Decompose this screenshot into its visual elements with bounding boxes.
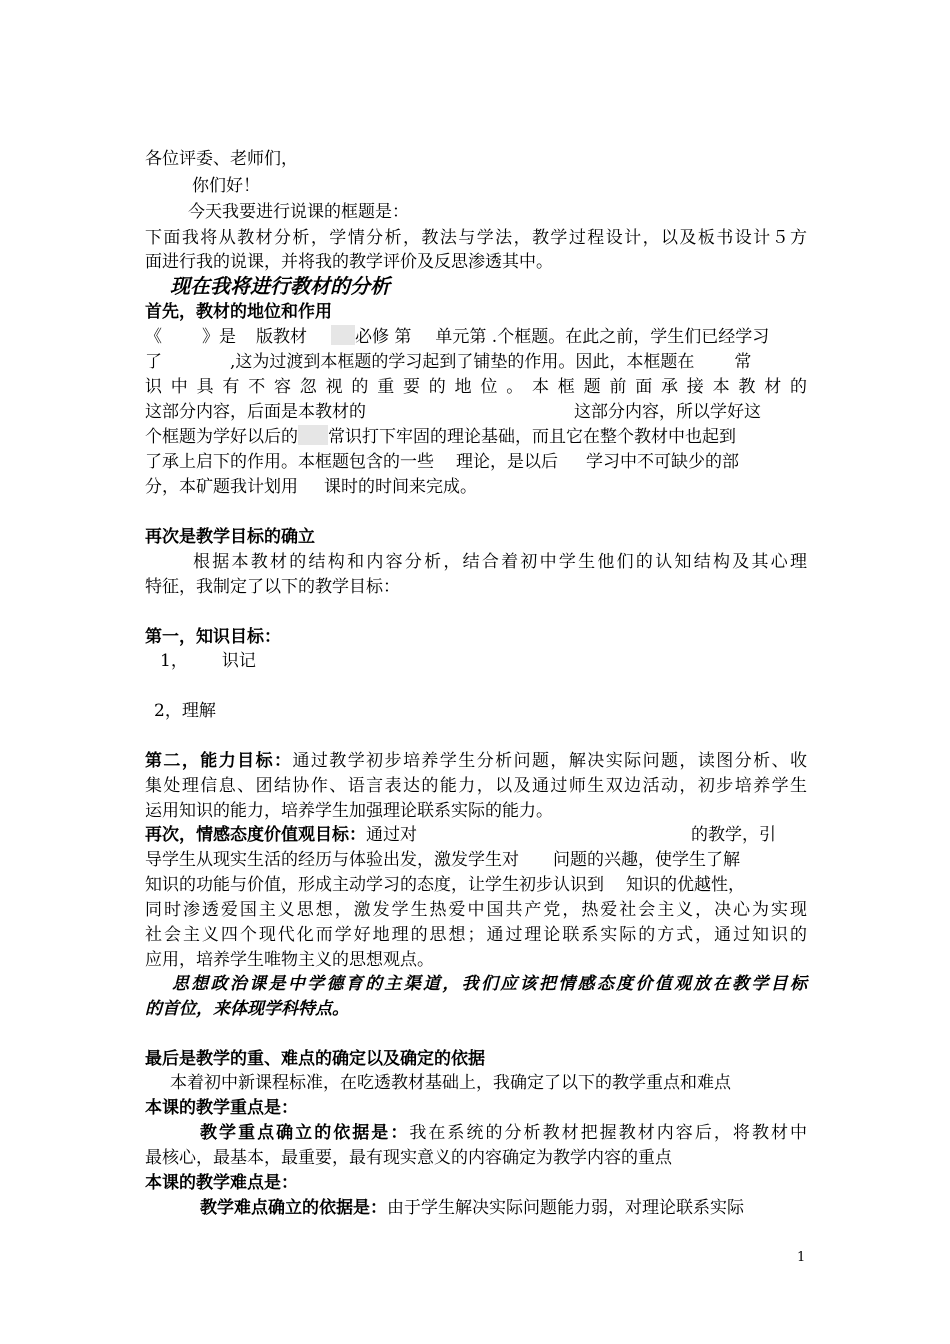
knowledge-item-1: 1， 识记 [160,651,256,671]
emotion-line-6: 应用，培养学生唯物主义的思想观点。 [145,950,434,970]
key-basis-line-2: 最核心，最基本，最重要，最有现实意义的内容确定为教学内容的重点 [145,1148,672,1168]
emotion-line-4: 同时渗透爱国主义思想，激发学生热爱中国共产党，热爱社会主义，决心为实现 [145,900,807,920]
material-line-2: 了 ,这为过渡到本框题的学习起到了铺垫的作用。因此，本框题在 常 [145,352,752,372]
ability-line-2: 集处理信息、团结协作、语言表达的能力，以及通过师生双边活动，初步培养学生 [145,776,807,796]
difficult-point-label: 本课的教学难点是： [145,1173,298,1193]
key-points-intro: 本着初中新课程标准，在吃透教材基础上，我确定了以下的教学重点和难点 [170,1073,731,1093]
subheading-objectives: 再次是教学目标的确立 [145,527,315,547]
emotion-line-3: 知识的功能与价值，形成主动学习的态度，让学生初步认识到 知识的优越性， [145,875,745,895]
material-line-6: 了承上启下的作用。本框题包含的一些 理论，是以后 学习中不可缺少的部 [145,452,739,472]
salutation: 各位评委、老师们， [145,149,298,169]
subheading-key-points: 最后是教学的重、难点的确定以及确定的依据 [145,1049,485,1069]
emphasis-line-2: 的首位，来体现学科特点。 [145,999,349,1019]
hello-line: 你们好！ [192,176,260,196]
emotion-line-2: 导学生从现实生活的经历与体验出发，激发学生对 问题的兴趣，使学生了解 [145,850,740,870]
material-line-1: 《 》是 版教材 必修 第 单元第 .个框题。在此之前，学生们已经学习 [145,327,770,347]
objectives-line-2: 特征，我制定了以下的教学目标： [145,577,400,597]
section-heading-material: 现在我将进行教材的分析 [170,274,390,298]
emotion-line-5: 社会主义四个现代化而学好地理的思想；通过理论联系实际的方式，通过知识的 [145,925,807,945]
page-number: 1 [797,1250,806,1265]
knowledge-item-2: 2，理解 [154,701,216,721]
material-line-7: 分，本矿题我计划用 课时的时间来完成。 [145,477,477,497]
emphasis-line-1: 思想政治课是中学德育的主渠道，我们应该把情感态度价值观放在教学目标 [172,974,807,994]
material-line-4: 这部分内容，后面是本教材的 这部分内容，所以学好这 [145,402,761,422]
blank-field [298,425,328,445]
subheading-position: 首先，教材的地位和作用 [145,302,332,322]
objectives-line-1: 根据本教材的结构和内容分析，结合着初中学生他们的认知结构及其心理 [193,552,807,572]
topic-intro: 今天我要进行说课的框题是： [188,202,409,222]
ability-line-3: 运用知识的能力，培养学生加强理论联系实际的能力。 [145,801,553,821]
blank-field [331,325,355,345]
key-point-label: 本课的教学重点是： [145,1098,298,1118]
key-basis-line-1: 教学重点确立的依据是：我在系统的分析教材把握教材内容后，将教材中 [200,1123,808,1143]
intro-line-2: 面进行我的说课，并将我的教学评价及反思渗透其中。 [145,252,553,272]
intro-line-1: 下面我将从教材分析，学情分析，教法与学法，教学过程设计，以及板书设计５方 [145,228,807,248]
material-line-3: 识 中 具 有 不 容 忽 视 的 重 要 的 地 位 。 本 框 题 前 面 承 接 本 教 材 的 [145,377,808,397]
ability-line-1: 第二，能力目标：通过教学初步培养学生分析问题，解决实际问题，读图分析、收 [145,751,808,771]
difficult-basis-line: 教学难点确立的依据是：由于学生解决实际问题能力弱，对理论联系实际 [200,1198,744,1218]
knowledge-heading: 第一，知识目标： [145,627,281,647]
material-line-5: 个框题为学好以后的 常识打下牢固的理论基础，而且它在整个教材中也起到 [145,427,736,447]
emotion-line-1: 再次，情感态度价值观目标：通过对 的教学，引 [145,825,776,845]
